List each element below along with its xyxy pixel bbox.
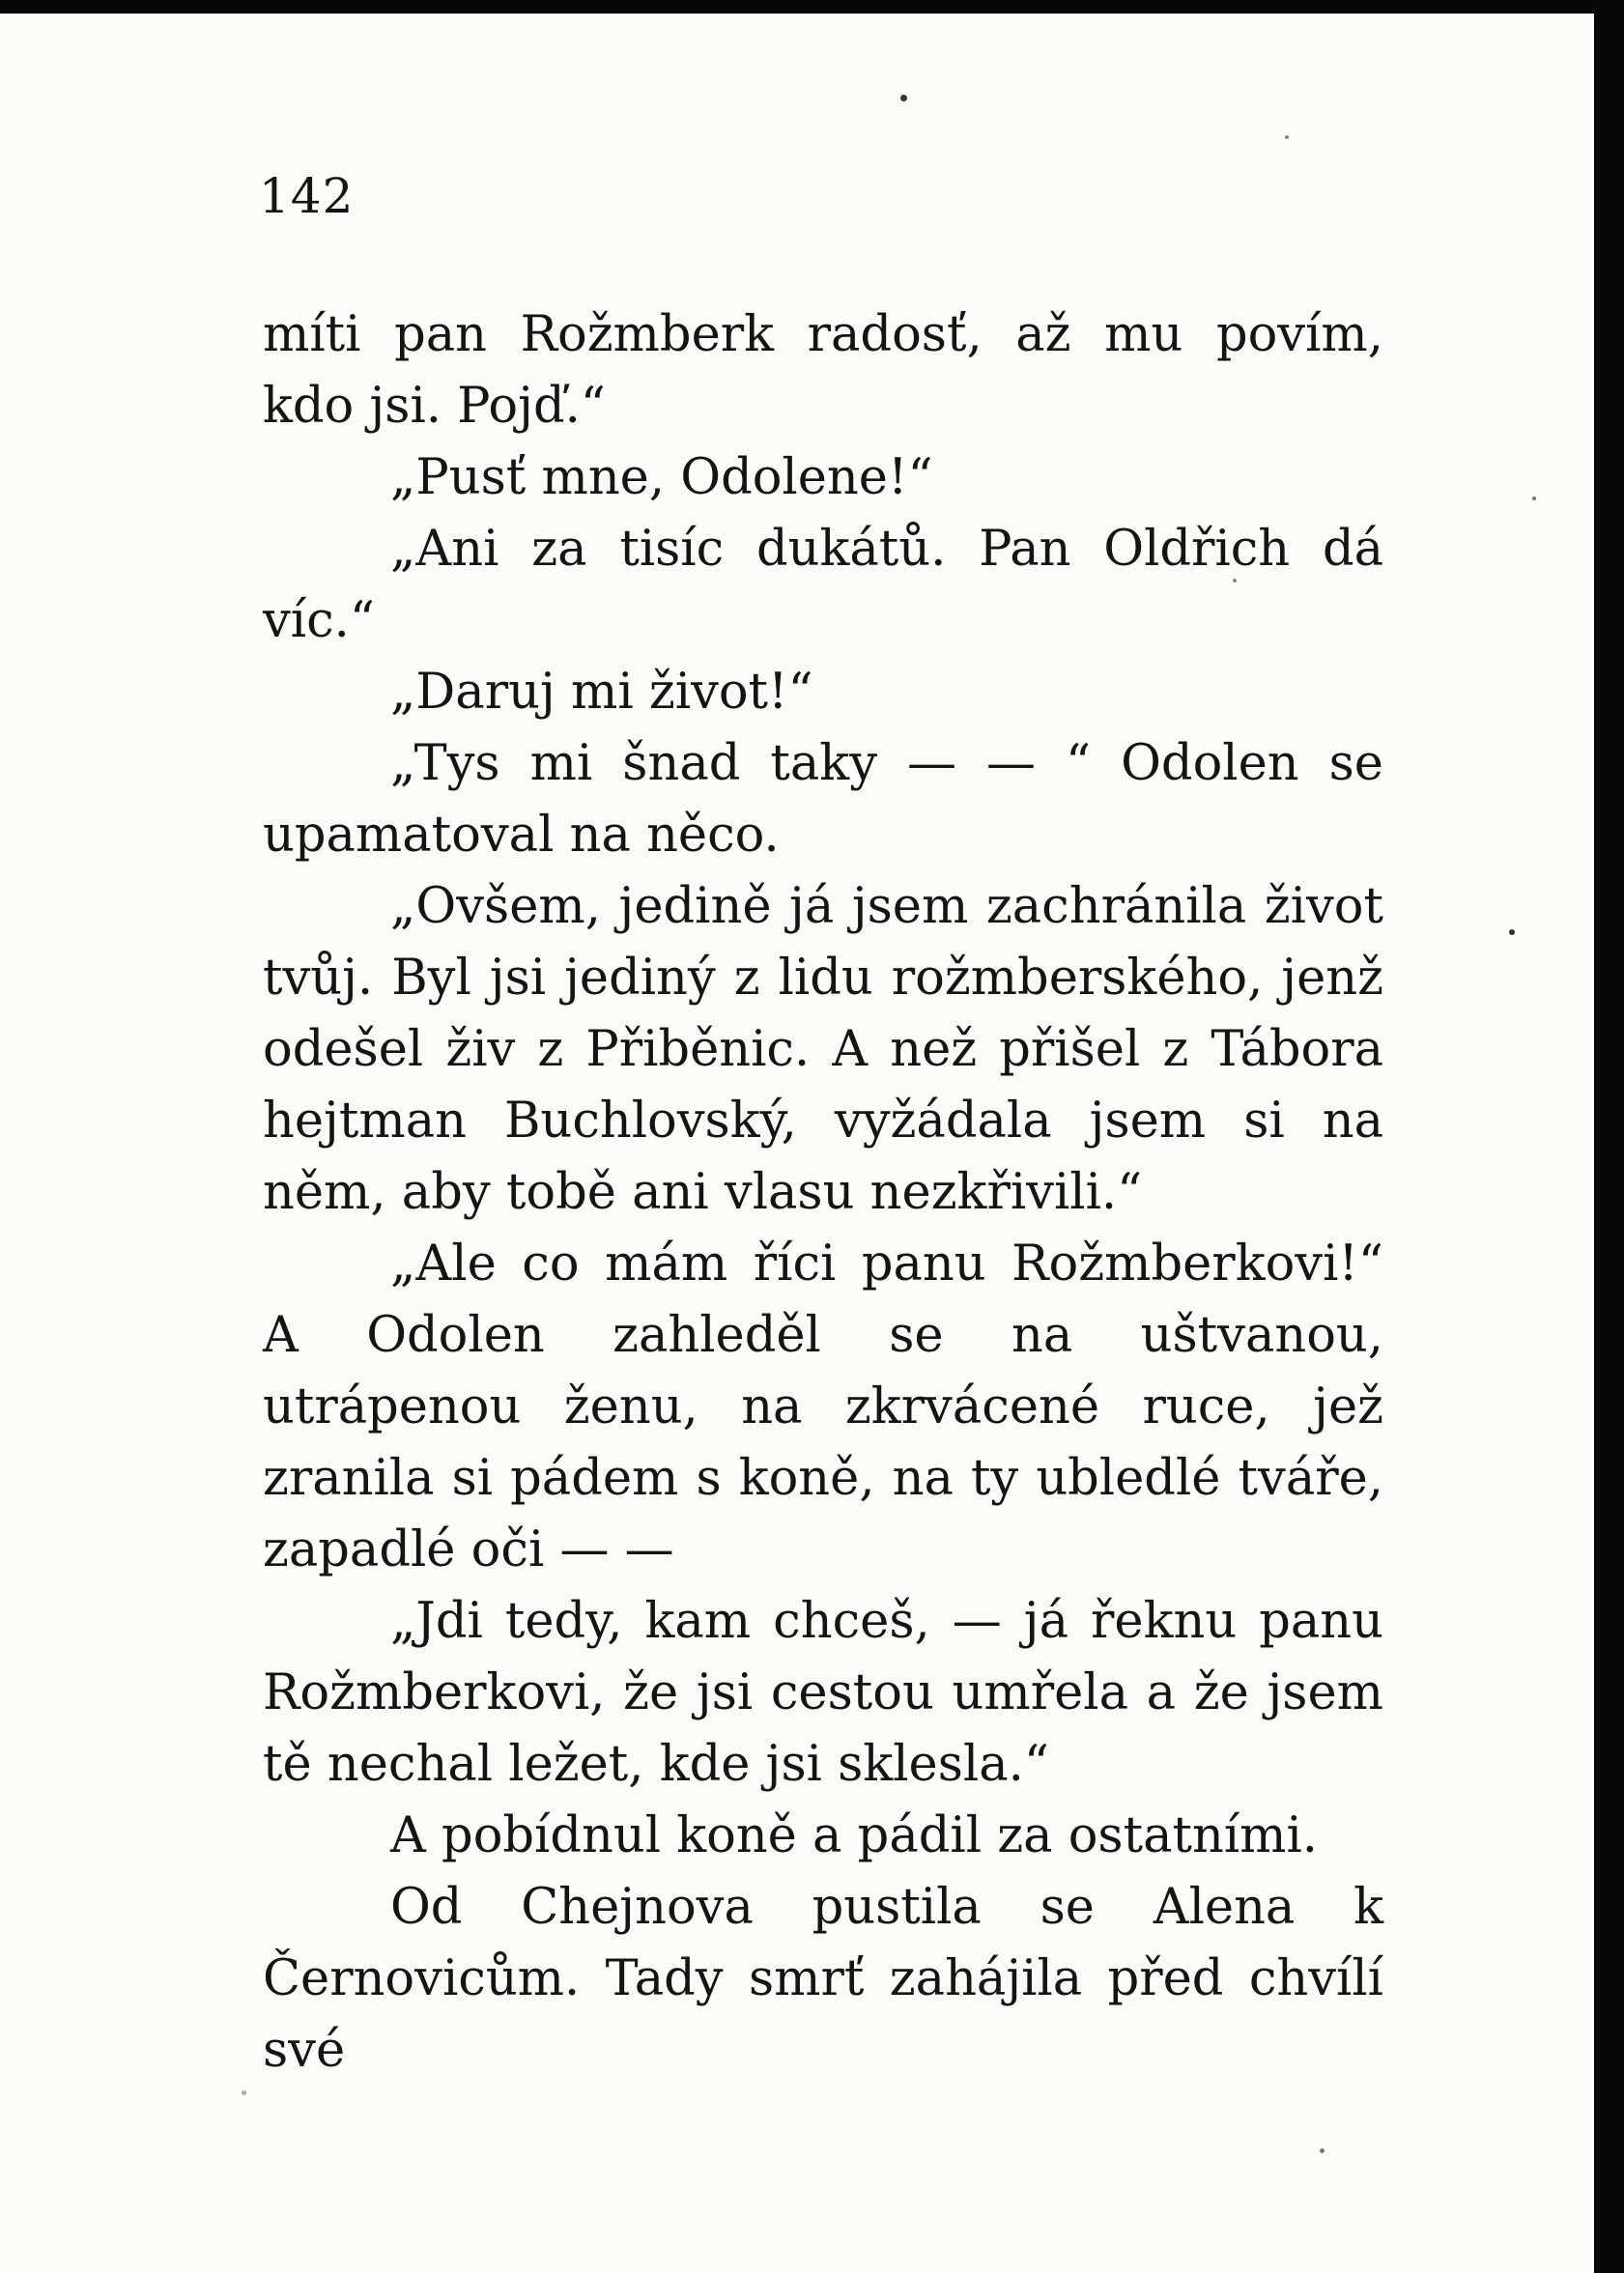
paragraph: „Daruj mi život!“ (390, 664, 813, 721)
paragraph: „Ovšem, jedině já jsem zachránila život tvůj. Byl jsi jediný z lidu rožmberského, jenž odešel živ z Přiběnic. A než přišel z Tábora hejtman Buchlovský, vyžádala jsem si na něm, aby tobě ani vlasu nezkřivili.“ (263, 878, 1383, 1221)
body-text (263, 299, 1383, 2087)
scan-speck (1233, 579, 1237, 582)
scan-speck (900, 95, 907, 101)
paragraph: míti pan Rožmberk radosť, až mu povím, kdo jsi. Pojď.“ (263, 306, 1383, 435)
scan-speck (1532, 497, 1536, 500)
page-number: 142 (259, 168, 355, 224)
scan-speck (1285, 135, 1289, 139)
paragraph: „Tys mi šnad taky — — “ Odolen se upamatoval na něco. (263, 735, 1383, 864)
scan-speck (1509, 929, 1515, 935)
paragraph: Od Chejnova pustila se Alena k Černovicům. Tady smrť zahájila před chvílí své (263, 1879, 1383, 2079)
scan-speck (1320, 2148, 1325, 2153)
scan-border-right (1594, 0, 1624, 2273)
paragraph: „Pusť mne, Odolene!“ (390, 449, 933, 506)
paragraph: „Jdi tedy, kam chceš, — já řeknu panu Rožmberkovi, že jsi cestou umřela a že jsem tě nechal ležet, kde jsi sklesla.“ (263, 1593, 1383, 1793)
paragraph: „Ani za tisíc dukátů. Pan Oldřich dá víc.“ (263, 521, 1383, 649)
scan-speck (242, 2090, 246, 2095)
book-page (0, 14, 1594, 2273)
scan-border-top (0, 0, 1624, 14)
paragraph: „Ale co mám říci panu Rožmberkovi!“ A Odolen zahleděl se na uštvanou, utrápenou ženu, na zkrvácené ruce, jež zranila si pádem s koně, na ty ubledlé tváře, zapadlé oči — — (263, 1236, 1383, 1578)
paragraph: A pobídnul koně a pádil za ostatními. (390, 1807, 1319, 1864)
